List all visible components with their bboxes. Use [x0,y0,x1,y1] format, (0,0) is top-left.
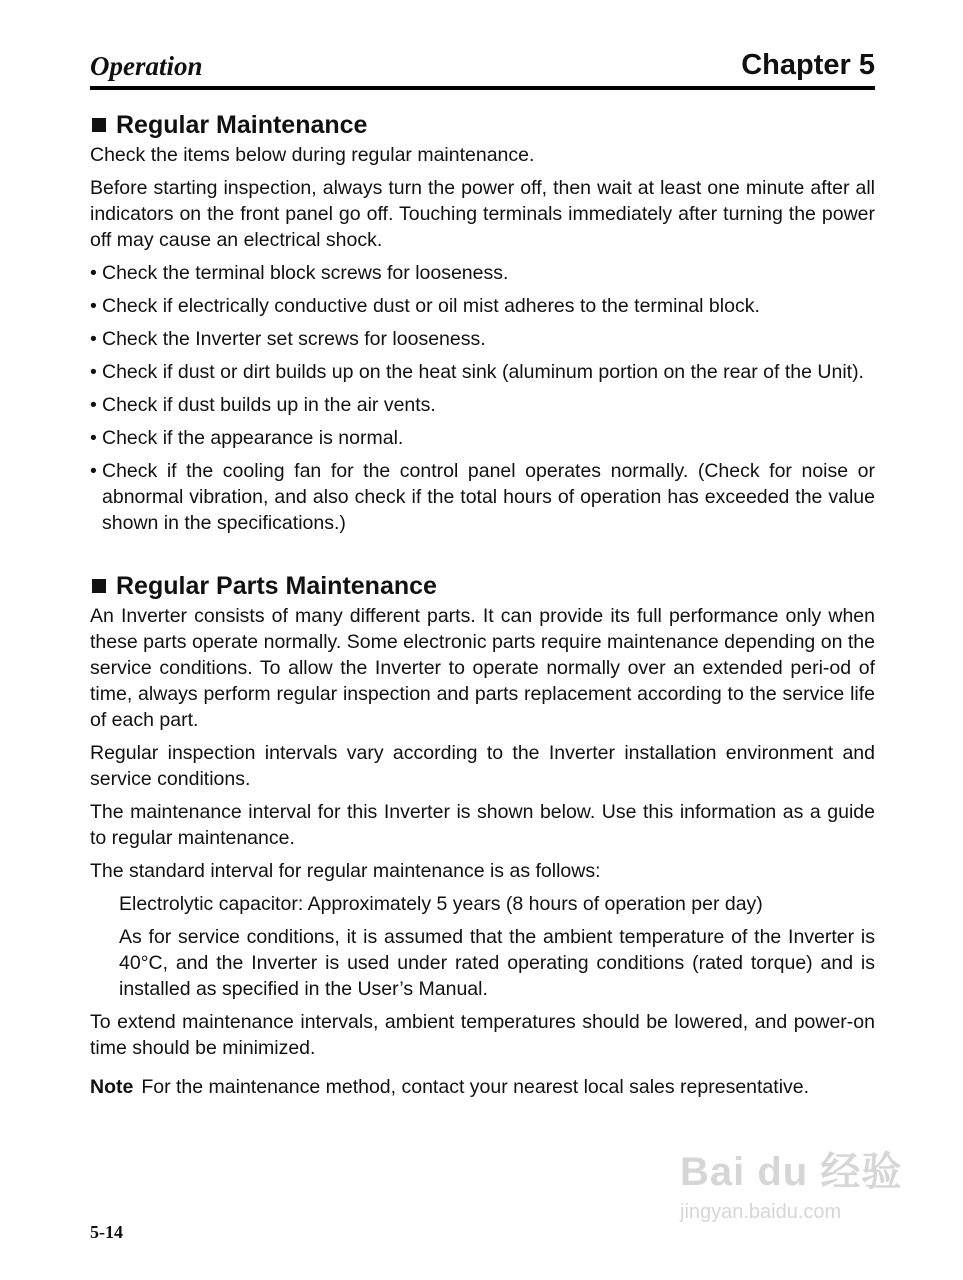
paragraph: To extend maintenance intervals, ambient temperatures should be lowered, and power-on time should be minimized. [90,1011,875,1059]
watermark-url: jingyan.baidu.com [680,1201,842,1223]
section-title: Operation [90,51,203,81]
note-label: Note [90,1076,134,1098]
list-item: • Check if dust builds up in the air vents. [90,394,436,416]
indented-paragraph: Electrolytic capacitor: Approximately 5 years (8 hours of operation per day) [119,893,763,915]
heading-regular-parts-maintenance: Regular Parts Maintenance [90,571,875,601]
heading-regular-maintenance: Regular Maintenance [90,110,875,140]
note [90,1074,875,1100]
warning-paragraph: Before starting inspection, always turn the power off, then wait at least one minute after all indicators on the front panel go off. Touching terminals immediately after turning the power off may cause an electrical shock. [90,177,875,251]
list-item: • Check if the appearance is normal. [90,427,404,449]
page-number: 5-14 [90,1222,123,1242]
square-bullet-icon [92,579,106,593]
paragraph: An Inverter consists of many different parts. It can provide its full performance only when these parts operate normally. Some electronic parts require maintenance depending on the service conditions. To allow the Inverter to operate normally over an extended peri-od of time, always perform regular inspection and parts replacement according to the service life of each part. [90,605,875,731]
page-header [90,50,875,86]
paragraph: The maintenance interval for this Inverter is shown below. Use this information as a guide to regular maintenance. [90,801,875,849]
square-bullet-icon [92,118,106,132]
list-item: • Check if the cooling fan for the control panel operates normally. (Check for noise or abnormal vibration, and also check if the total hours of operation has exceeded the value shown in the specifications.) [90,460,875,534]
paragraph: The standard interval for regular maintenance is as follows: [90,860,601,882]
list-item: • Check if dust or dirt builds up on the heat sink (aluminum portion on the rear of the Unit). [90,361,864,383]
watermark [680,1140,902,1224]
list-item: • Check the Inverter set screws for looseness. [90,328,486,350]
list-item: • Check the terminal block screws for looseness. [90,262,509,284]
paragraph: Regular inspection intervals vary according to the Inverter installation environment and service conditions. [90,742,875,790]
watermark-brand: Bai du 经验 [680,1150,903,1194]
page [90,50,875,1107]
chapter-title: Chapter 5 [741,49,875,81]
list-item: • Check if electrically conductive dust or oil mist adheres to the terminal block. [90,295,760,317]
note-text: For the maintenance method, contact your nearest local sales representative. [141,1076,810,1098]
indented-paragraph: As for service conditions, it is assumed that the ambient temperature of the Inverter is 40°C, and the Inverter is used under rated operating conditions (rated torque) and is installed as specified in the User’s Manual. [119,926,875,1000]
paragraph: Check the items below during regular maintenance. [90,144,535,166]
